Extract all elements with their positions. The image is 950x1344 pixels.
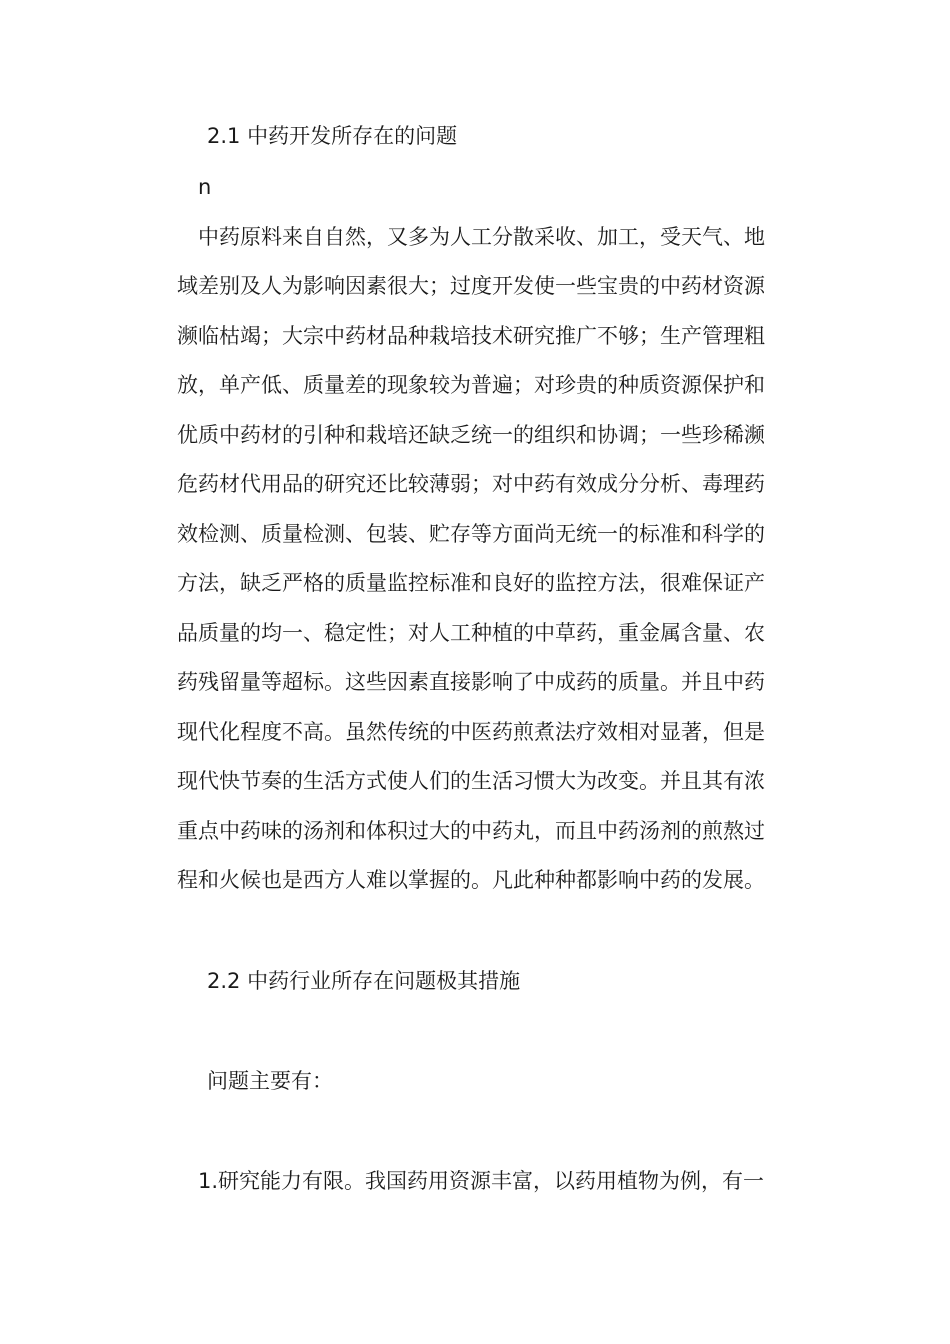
paragraph-line: 现代化程度不高。虽然传统的中医药煎煮法疗效相对显著，但是: [177, 720, 765, 744]
paragraph-line: 域差别及人为影响因素很大；过度开发使一些宝贵的中药材资源: [177, 274, 765, 298]
paragraph-line: 放，单产低、质量差的现象较为普遍；对珍贵的种质资源保护和: [177, 373, 765, 397]
paragraph-line: 中药原料来自自然，又多为人工分散采收、加工，受天气、地: [198, 225, 765, 249]
section-heading-2-2: 2.2 中药行业所存在问题极其措施: [207, 969, 521, 993]
paragraph-line: 现代快节奏的生活方式使人们的生活习惯大为改变。并且其有浓: [177, 769, 765, 793]
paragraph-line: 程和火候也是西方人难以掌握的。凡此种种都影响中药的发展。: [177, 868, 765, 892]
paragraph-line: 濒临枯竭；大宗中药材品种栽培技术研究推广不够；生产管理粗: [177, 324, 765, 348]
paragraph-line: 危药材代用品的研究还比较薄弱；对中药有效成分分析、毒理药: [177, 472, 765, 496]
section-heading-2-1: 2.1 中药开发所存在的问题: [207, 124, 458, 148]
paragraph-line: 优质中药材的引种和栽培还缺乏统一的组织和协调；一些珍稀濒: [177, 423, 765, 447]
problems-label: 问题主要有：: [207, 1069, 333, 1093]
list-item-1: 1.研究能力有限。我国药用资源丰富，以药用植物为例，有一: [198, 1169, 765, 1193]
paragraph-line: 效检测、质量检测、包装、贮存等方面尚无统一的标准和科学的: [177, 522, 765, 546]
paragraph-line: 重点中药味的汤剂和体积过大的中药丸，而且中药汤剂的煎熬过: [177, 819, 765, 843]
paragraph-line: 药残留量等超标。这些因素直接影响了中成药的质量。并且中药: [177, 670, 765, 694]
paragraph-line: 方法，缺乏严格的质量监控标准和良好的监控方法，很难保证产: [177, 571, 765, 595]
paragraph-line: 品质量的均一、稳定性；对人工种植的中草药，重金属含量、农: [177, 621, 765, 645]
stray-marker: n: [198, 175, 212, 199]
